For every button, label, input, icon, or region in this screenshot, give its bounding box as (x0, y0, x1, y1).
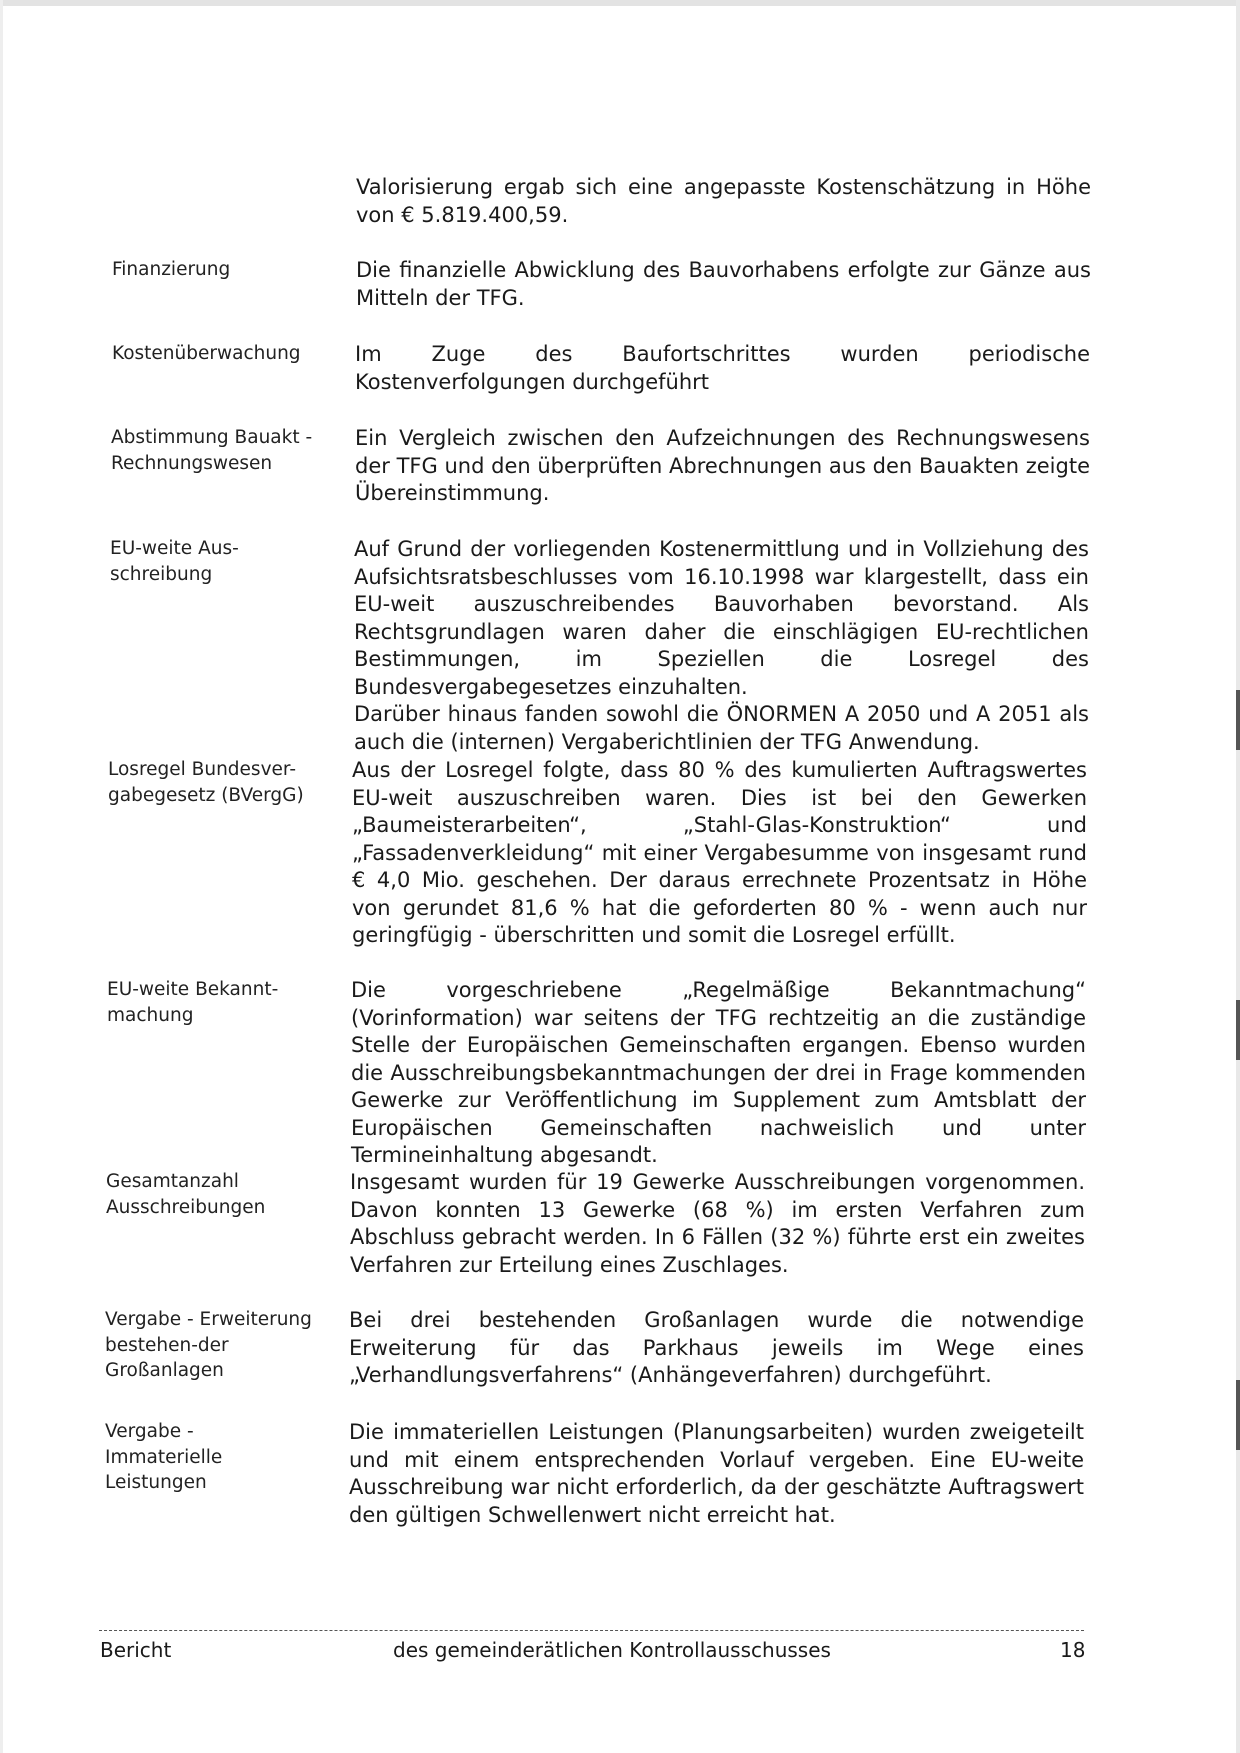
section-text: Im Zuge des Baufortschrittes wurden periodische Kostenverfolgungen durchgeführt (355, 342, 1090, 394)
section-text: Insgesamt wurden für 19 Gewerke Ausschreibungen vorgenommen. Davon konnten 13 Gewerke (68 %) im ersten Verfahren zum Abschluss gebracht werden. In 6 Fällen (32 %) führte erst ein zweites Verfahren zur Erteilung eines Zuschlages. (350, 1170, 1085, 1277)
section-text: Die vorgeschriebene „Regelmäßige Bekanntmachung“ (Vorinformation) war seitens der TFG rechtzeitig an die zuständige Stelle der Europäischen Gemeinschaften ergangen. Ebenso wurden die Ausschreibungsbekanntmachungen der drei in Frage kommenden Gewerke zur Veröffentlichung im Supplement zum Amtsblatt der Europäischen Gemeinschaften nachweislich und unter Termineinhaltung abgesandt. (351, 978, 1086, 1167)
section-text: Auf Grund der vorliegenden Kostenermittlung und in Vollziehung des Aufsichtsratsbeschlusses vom 16.10.1998 war klargestellt, dass ein EU-weit auszuschreibendes Bauvorhaben bevorstand. Als Rechtsgrundlagen waren daher die einschlägigen EU-rechtlichen Bestimmungen, im Speziellen die Losregel des Bundesvergabegesetzes einzuhalten. Darüber hinaus fanden sowohl die ÖNORMEN A 2050 und A 2051 als auch die (internen) Vergaberichtlinien der TFG Anwendung. (354, 537, 1089, 754)
section-label: EU-weite Bekannt-machung (107, 979, 279, 1026)
page-number: 18 (1060, 1638, 1086, 1662)
footer-committee: des gemeinderätlichen Kontrollausschusses (393, 1638, 831, 1662)
footer-divider (99, 1630, 1084, 1631)
section-text: Aus der Losregel folgte, dass 80 % des kumulierten Auftragswertes EU-weit auszuschreiben waren. Dies ist bei den Gewerken „Baumeisterarbeiten“, „Stahl-Glas-Konstruktion“ und „Fassadenverkleidung“ mit einer Vergabesumme von insgesamt rund € 4,0 Mio. geschehen. Der daraus errechnete Prozentsatz in Höhe von gerundet 81,6 % hat die geforderten 80 % - wenn auch nur geringfügig - überschritten und somit die Losregel erfüllt. (352, 758, 1087, 947)
section-label: EU-weite Aus-schreibung (110, 538, 239, 585)
section-label: Vergabe - Erweiterung bestehen-der Großanlagen (105, 1309, 312, 1381)
section-label: Abstimmung Bauakt - Rechnungswesen (111, 427, 313, 474)
section-label: Kostenüberwachung (112, 343, 301, 364)
section-label: Finanzierung (112, 259, 231, 280)
intro-text: Valorisierung ergab sich eine angepasste Kostenschätzung in Höhe von € 5.819.400,59. (356, 175, 1091, 227)
section-label: Losregel Bundesver-gabegesetz (BVergG) (108, 759, 304, 806)
footer-report-label: Bericht (100, 1638, 172, 1662)
section-label: Vergabe - Immaterielle Leistungen (105, 1421, 223, 1493)
section-text: Ein Vergleich zwischen den Aufzeichnungen des Rechnungswesens der TFG und den überprüften Abrechnungen aus den Bauakten zeigte Übereinstimmung. (355, 426, 1090, 505)
section-text: Die immateriellen Leistungen (Planungsarbeiten) wurden zweigeteilt und mit einem entsprechenden Vorlauf vergeben. Eine EU-weite Ausschreibung war nicht erforderlich, da der geschätzte Auftragswert den gültigen Schwellenwert nicht erreicht hat. (349, 1420, 1084, 1527)
section-label: Gesamtanzahl Ausschreibungen (106, 1171, 266, 1218)
section-text: Die finanzielle Abwicklung des Bauvorhabens erfolgte zur Gänze aus Mitteln der TFG. (356, 258, 1091, 310)
section-text: Bei drei bestehenden Großanlagen wurde die notwendige Erweiterung für das Parkhaus jeweils im Wege eines „Verhandlungsverfahrens“ (Anhängeverfahren) durchgeführt. (349, 1308, 1084, 1387)
